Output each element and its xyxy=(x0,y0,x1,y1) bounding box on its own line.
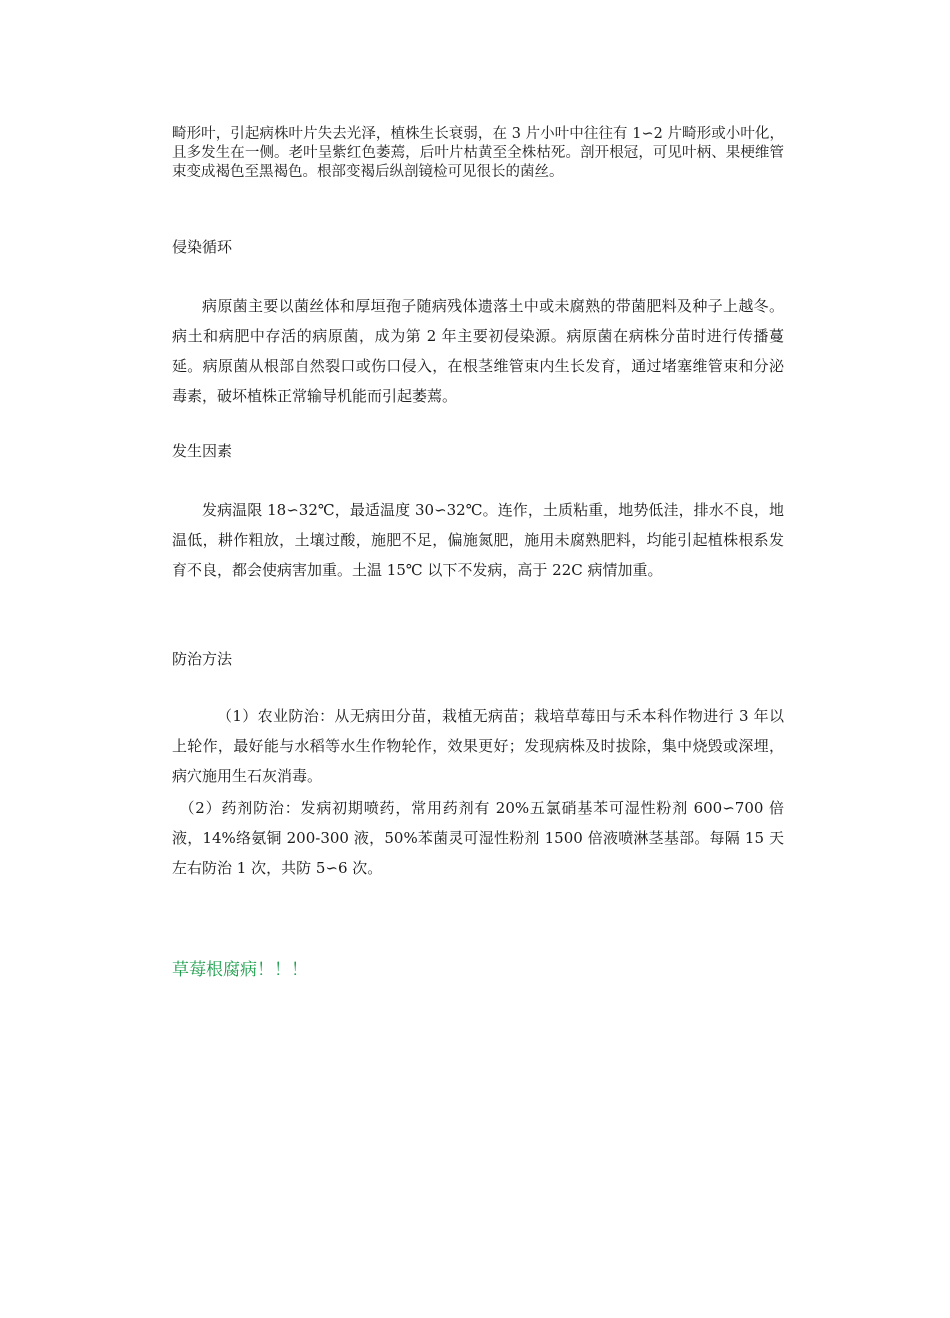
intro-paragraph: 畸形叶，引起病株叶片失去光泽，植株生长衰弱，在 3 片小叶中往往有 1∽2 片畸形或小叶化，且多发生在一侧。老叶呈紫红色萎蔫，后叶片枯黄至全株枯死。剖开根冠，可见叶柄、果梗维管束变成褐色至黑褐色。根部变褐后纵剖镜检可见很长的菌丝。 xyxy=(172,126,784,180)
occurrence-factors-paragraph: 发病温限 18∽32℃，最适温度 30∽32℃。连作，土质粘重，地势低洼，排水不良，地温低，耕作粗放，土壤过酸，施肥不足，偏施氮肥，施用未腐熟肥料，均能引起植株根系发育不良，都会使病害加重。土温 15℃ 以下不发病，高于 22C 病情加重。 xyxy=(172,501,784,579)
section-heading-infection-cycle: 侵染循环 xyxy=(172,238,233,256)
infection-cycle-paragraph: 病原菌主要以菌丝体和厚垣孢子随病残体遗落土中或未腐熟的带菌肥料及种子上越冬。病土和病肥中存活的病原菌，成为第 2 年主要初侵染源。病原菌在病株分苗时进行传播蔓延。病原菌从根部自然裂口或伤口侵入，在根茎维管束内生长发育，通过堵塞维管束和分泌毒素，破坏植株正常输导机能而引起萎蔫。 xyxy=(172,297,784,405)
chemical-control-paragraph: （2）药剂防治：发病初期喷药，常用药剂有 20%五氯硝基苯可湿性粉剂 600∽700 倍液，14%络氨铜 200-300 液，50%苯菌灵可湿性粉剂 1500 倍液喷淋茎基部。每隔 15 天左右防治 1 次，共防 5∽6 次。 xyxy=(172,799,784,877)
section-heading-occurrence-factors: 发生因素 xyxy=(172,442,233,460)
agricultural-control-paragraph: （1）农业防治：从无病田分苗，栽植无病苗；栽培草莓田与禾本科作物进行 3 年以上轮作，最好能与水稻等水生作物轮作，效果更好；发现病株及时拔除，集中烧毁或深埋，病穴施用生石灰消毒。 xyxy=(172,707,784,785)
closing-title: 草莓根腐病！！！ xyxy=(172,960,308,980)
section-heading-control-methods: 防治方法 xyxy=(172,650,233,668)
